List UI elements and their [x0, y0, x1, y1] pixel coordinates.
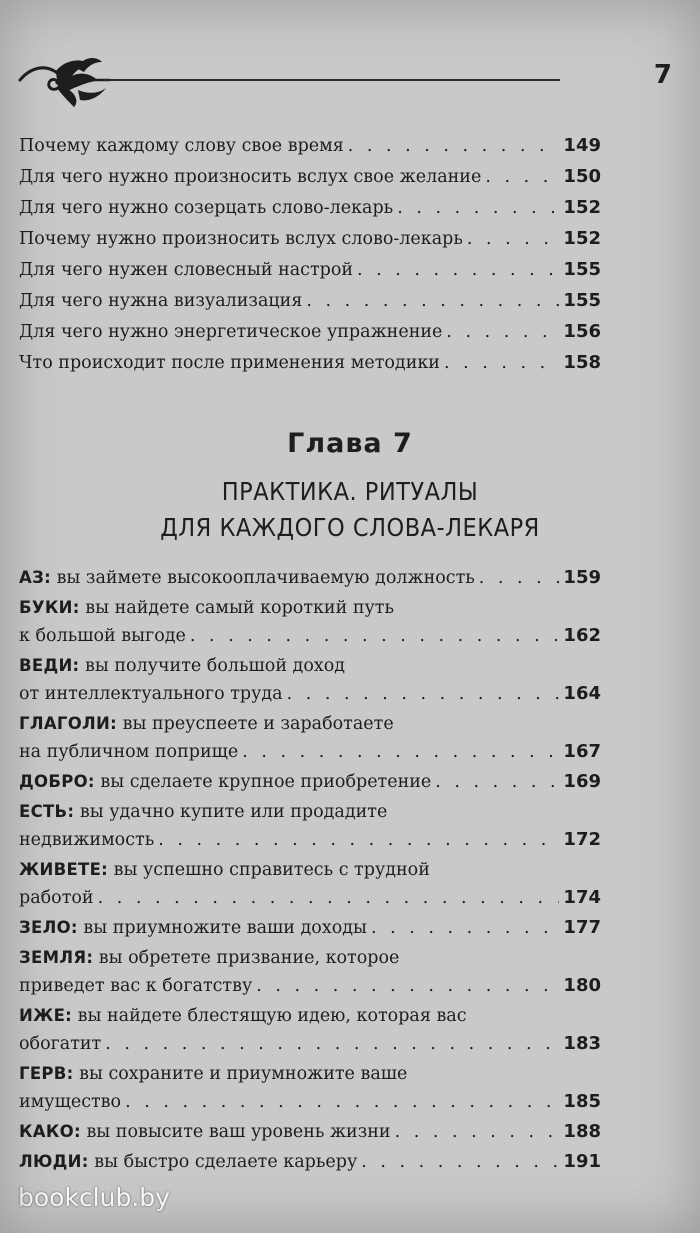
toc-entry-title: Для чего нужна визуализация — [19, 291, 303, 311]
dot-leader — [242, 738, 559, 766]
toc-entry-page: 159 — [563, 567, 601, 588]
toc-entry-keyword: ИЖЕ: — [19, 1006, 73, 1025]
toc-entry — [19, 594, 601, 650]
dot-leader — [306, 286, 559, 317]
dot-leader — [287, 680, 560, 708]
dot-leader — [98, 884, 560, 912]
toc-entry — [19, 944, 601, 1000]
toc-entry — [19, 223, 601, 254]
toc-entry-keyword: ВЕДИ: — [19, 656, 80, 675]
toc-entry-title: вы повысите ваш уровень жизни — [80, 1122, 391, 1142]
toc-entry — [19, 914, 601, 942]
toc-entry-title: вы найдете блестящую идею, которая вас — [72, 1006, 467, 1026]
toc-entry — [19, 1148, 601, 1176]
toc-entry-title: Что происходит после применения методики — [19, 353, 440, 373]
dot-leader — [357, 255, 559, 286]
toc-entry-title-cont: к большой выгоде — [19, 626, 186, 646]
toc-entry-page: 169 — [563, 771, 601, 792]
toc-entry-page: 174 — [563, 887, 601, 908]
toc-entry-keyword: БУКИ: — [19, 598, 80, 617]
dot-leader — [479, 564, 560, 592]
toc-entry-title: вы получите большой доход — [79, 656, 346, 676]
toc-entry-page: 149 — [563, 135, 601, 156]
toc-entry — [19, 254, 601, 285]
toc-entry-title: вы удачно купите или продадите — [74, 802, 388, 822]
toc-entry-page: 155 — [563, 259, 601, 280]
toc-entry-title: Для чего нужен словесный настрой — [19, 260, 354, 280]
toc-entry-page: 180 — [563, 975, 601, 996]
toc-entry-page: 191 — [563, 1151, 601, 1172]
toc-entry — [19, 1002, 601, 1058]
toc-entry-page: 188 — [563, 1121, 601, 1142]
toc-entry-keyword: ДОБРО: — [19, 772, 95, 791]
toc-entry-page: 152 — [563, 228, 601, 249]
toc-entry-page: 172 — [563, 829, 601, 850]
chapter-title — [0, 474, 700, 546]
toc-entry-page: 164 — [563, 683, 601, 704]
dot-leader — [158, 826, 559, 854]
toc-entry-title-cont: имущество — [19, 1092, 122, 1112]
toc-entry-keyword: ЗЕМЛЯ: — [19, 948, 94, 967]
toc-entry-title-cont: от интеллектуального труда — [19, 684, 283, 704]
toc-entry-title: вы успешно справитесь с трудной — [108, 860, 430, 880]
dot-leader — [397, 193, 559, 224]
dot-leader — [190, 622, 560, 650]
toc-entry-title: вы быстро сделаете карьеру — [88, 1152, 358, 1172]
toc-entry-page: 152 — [563, 197, 601, 218]
chapter-title-line: ДЛЯ КАЖДОГО СЛОВА-ЛЕКАРЯ — [160, 513, 540, 542]
toc-entry-title: Для чего нужно созерцать слово-лекарь — [19, 198, 394, 218]
dot-leader — [256, 972, 559, 1000]
toc-entry — [19, 347, 601, 378]
toc-entry-page: 167 — [563, 741, 601, 762]
toc-entry — [19, 768, 601, 796]
dot-leader — [348, 131, 560, 162]
toc-entry — [19, 798, 601, 854]
toc-entry-keyword: ГЛАГОЛИ: — [19, 714, 118, 733]
header-rule — [104, 79, 560, 81]
dot-leader — [371, 914, 559, 942]
toc-entry-keyword: ГЕРВ: — [19, 1064, 74, 1083]
toc-entry-title-cont: обогатит — [19, 1034, 102, 1054]
toc-entry — [19, 564, 601, 592]
chapter-number: Глава 7 — [287, 428, 413, 459]
toc-entry — [19, 161, 601, 192]
toc-entry — [19, 192, 601, 223]
dot-leader — [444, 348, 559, 379]
toc-entry-keyword: КАКО: — [19, 1122, 81, 1141]
page-header — [18, 50, 682, 110]
toc-entry-title-cont: приведет вас к богатству — [19, 976, 253, 996]
toc-entry — [19, 285, 601, 316]
toc-entry-title: Для чего нужно энергетическое упражнение — [19, 322, 443, 342]
toc-entry-title: Почему нужно произносить вслух слово-лекарь — [19, 229, 463, 249]
dot-leader — [361, 1148, 559, 1176]
toc-entry — [19, 316, 601, 347]
dot-leader — [485, 162, 559, 193]
dot-leader — [435, 768, 559, 796]
chapter-title-line: ПРАКТИКА. РИТУАЛЫ — [221, 477, 479, 506]
toc-entry — [19, 1060, 601, 1116]
page-number: 7 — [653, 60, 672, 90]
dot-leader — [105, 1030, 559, 1058]
toc-entry-title-cont: недвижимость — [19, 830, 155, 850]
toc-entry-title-cont: работой — [19, 888, 94, 908]
toc-entry — [19, 710, 601, 766]
toc-entry-title: Для чего нужно произносить вслух свое желание — [19, 167, 482, 187]
toc-list-chapter-7 — [19, 564, 601, 1178]
toc-entry-title: вы найдете самый короткий путь — [79, 598, 394, 618]
toc-entry-keyword: ЕСТЬ: — [19, 802, 75, 821]
toc-entry-title: вы приумножите ваши доходы — [77, 918, 367, 938]
toc-entry — [19, 856, 601, 912]
toc-list-top — [19, 130, 601, 378]
toc-entry — [19, 130, 601, 161]
toc-entry-title: вы обретете призвание, которое — [93, 948, 400, 968]
toc-entry-title: вы сделаете крупное приобретение — [94, 772, 432, 792]
toc-entry-page: 150 — [563, 166, 601, 187]
toc-entry-title: вы преуспеете и заработаете — [117, 714, 394, 734]
toc-entry-page: 156 — [563, 321, 601, 342]
toc-entry-page: 155 — [563, 290, 601, 311]
watermark: bookclub.by — [18, 1183, 170, 1212]
toc-entry-keyword: ЗЕЛО: — [19, 918, 78, 937]
toc-entry-keyword: АЗ: — [19, 568, 51, 587]
toc-entry-page: 162 — [563, 625, 601, 646]
toc-entry-page: 177 — [563, 917, 601, 938]
dot-leader — [467, 224, 560, 255]
dot-leader — [446, 317, 559, 348]
toc-entry — [19, 652, 601, 708]
toc-entry-title-cont: на публичном поприще — [19, 742, 239, 762]
toc-entry-page: 185 — [563, 1091, 601, 1112]
toc-entry-keyword: ЛЮДИ: — [19, 1152, 89, 1171]
dot-leader — [395, 1118, 560, 1146]
toc-entry — [19, 1118, 601, 1146]
toc-entry-title: вы сохраните и приумножите ваше — [73, 1064, 408, 1084]
toc-entry-title: вы займете высокооплачиваемую должность — [51, 568, 475, 588]
toc-entry-page: 183 — [563, 1033, 601, 1054]
toc-entry-title: Почему каждому слову свое время — [19, 136, 344, 156]
toc-entry-page: 158 — [563, 352, 601, 373]
toc-entry-keyword: ЖИВЕТЕ: — [19, 860, 109, 879]
dot-leader — [125, 1088, 559, 1116]
